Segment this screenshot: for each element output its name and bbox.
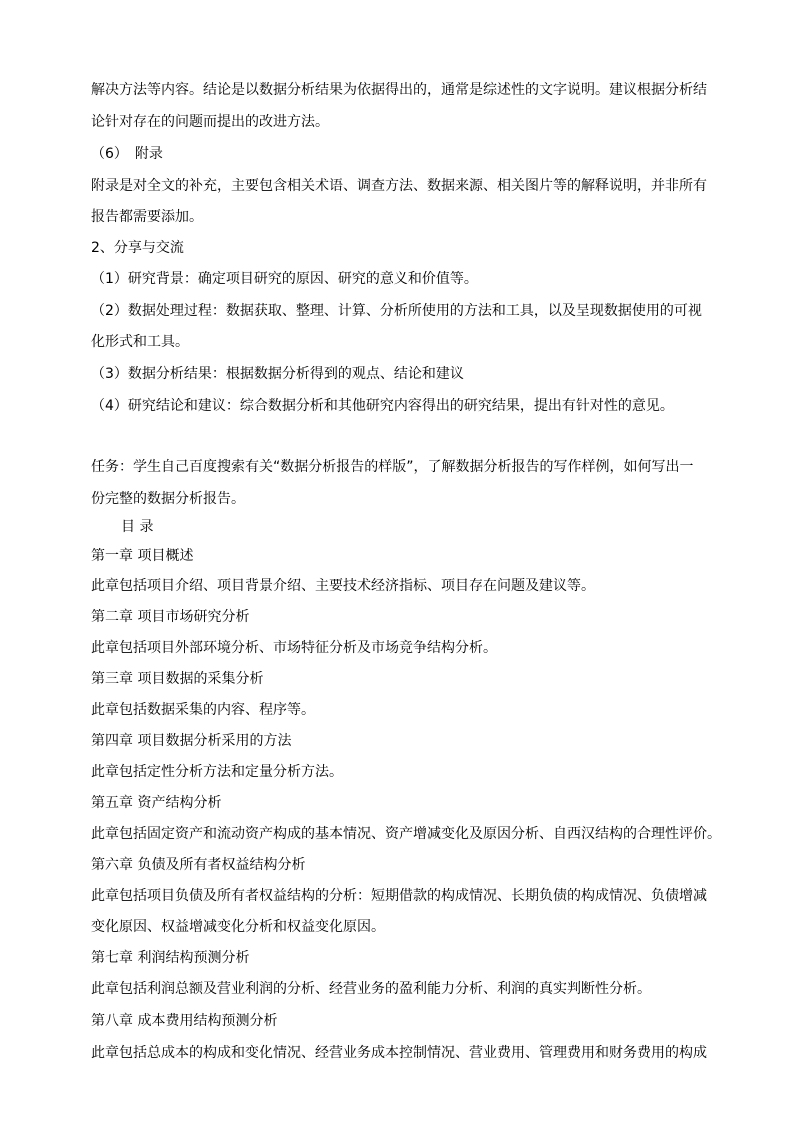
section-heading: （6） 附录 bbox=[91, 146, 163, 162]
chapter-description: 此章包括数据采集的内容、程序等。 bbox=[91, 702, 315, 718]
section-heading: 2、分享与交流 bbox=[91, 240, 184, 256]
body-text-line: 论针对存在的问题而提出的改进方法。 bbox=[91, 114, 329, 130]
task-text-line: 任务：学生自己百度搜索有关“数据分析报告的样版”，了解数据分析报告的写作样例，如何写出一 bbox=[91, 459, 694, 475]
list-item: （2）数据处理过程：数据获取、整理、计算、分析所使用的方法和工具，以及呈现数据使用的可视 bbox=[91, 303, 702, 319]
body-text-line: 解决方法等内容。结论是以数据分析结果为依据得出的，通常是综述性的文字说明。建议根据分析结 bbox=[91, 82, 707, 98]
chapter-heading: 第六章 负债及所有者权益结构分析 bbox=[91, 857, 306, 873]
chapter-heading: 第三章 项目数据的采集分析 bbox=[91, 671, 264, 687]
chapter-description: 此章包括固定资产和流动资产构成的基本情况、资产增减变化及原因分析、自西汉结构的合理性评价。 bbox=[91, 826, 721, 842]
list-item: （3）数据分析结果：根据数据分析得到的观点、结论和建议 bbox=[91, 366, 464, 382]
chapter-description-continuation: 变化原因、权益增减变化分析和权益变化原因。 bbox=[91, 919, 385, 935]
body-text-line: 报告都需要添加。 bbox=[91, 209, 203, 225]
chapter-description: 此章包括项目负债及所有者权益结构的分析：短期借款的构成情况、长期负债的构成情况、负债增减 bbox=[91, 888, 707, 904]
task-text-line: 份完整的数据分析报告。 bbox=[91, 491, 245, 507]
chapter-heading: 第四章 项目数据分析采用的方法 bbox=[91, 733, 292, 749]
list-item-continuation: 化形式和工具。 bbox=[91, 334, 189, 350]
chapter-description: 此章包括项目介绍、项目背景介绍、主要技术经济指标、项目存在问题及建议等。 bbox=[91, 578, 595, 594]
chapter-description: 此章包括定性分析方法和定量分析方法。 bbox=[91, 764, 343, 780]
chapter-heading: 第七章 利润结构预测分析 bbox=[91, 950, 250, 966]
chapter-heading: 第二章 项目市场研究分析 bbox=[91, 609, 250, 625]
body-text-line: 附录是对全文的补充，主要包含相关术语、调查方法、数据来源、相关图片等的解释说明，并非所有 bbox=[91, 178, 707, 194]
list-item: （1）研究背景：确定项目研究的原因、研究的意义和价值等。 bbox=[91, 271, 478, 287]
chapter-heading: 第八章 成本费用结构预测分析 bbox=[91, 1013, 278, 1029]
chapter-heading: 第五章 资产结构分析 bbox=[91, 795, 222, 811]
list-item: （4）研究结论和建议：综合数据分析和其他研究内容得出的研究结果，提出有针对性的意见。 bbox=[91, 398, 674, 414]
chapter-heading: 第一章 项目概述 bbox=[91, 548, 194, 564]
toc-title: 目 录 bbox=[121, 519, 154, 535]
chapter-description: 此章包括总成本的构成和变化情况、经营业务成本控制情况、营业费用、管理费用和财务费用的构成 bbox=[91, 1045, 707, 1061]
chapter-description: 此章包括项目外部环境分析、市场特征分析及市场竞争结构分析。 bbox=[91, 640, 497, 656]
chapter-description: 此章包括利润总额及营业利润的分析、经营业务的盈利能力分析、利润的真实判断性分析。 bbox=[91, 981, 651, 997]
